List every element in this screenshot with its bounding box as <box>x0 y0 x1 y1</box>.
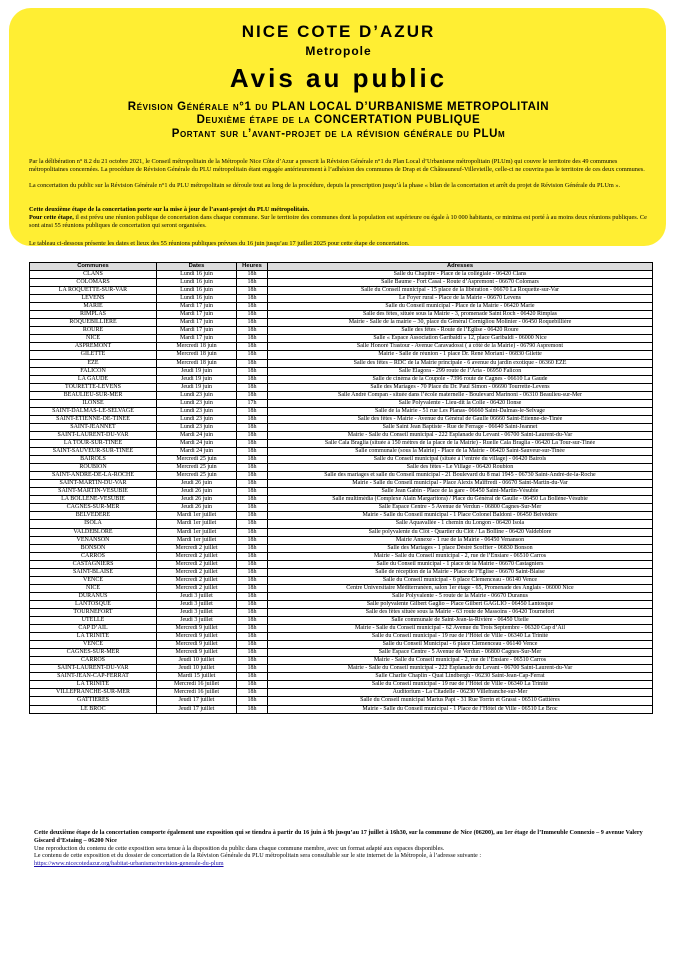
cell-date: Lundi 23 juin <box>157 407 237 415</box>
cell-adresse: Auditorium - La Citadelle - 06230 Villefranche-sur-Mer <box>268 689 653 697</box>
cell-heure: 18h <box>237 673 268 681</box>
cell-adresse: Salle Saint Jean Baptiste - Rue de Ferrage - 06640 Saint-Jeannet <box>268 423 653 431</box>
cell-date: Jeudi 26 juin <box>157 504 237 512</box>
cell-commune: BEAULIEU-SUR-MER <box>30 391 157 399</box>
cell-commune: COLOMARS <box>30 279 157 287</box>
cell-commune: LA ROQUETTE-SUR-VAR <box>30 287 157 295</box>
cell-adresse: Mairie - Salle du Conseil municipal - 62 Avenue du Trois Septembre - 06320 Cap d’Ail <box>268 625 653 633</box>
table-row <box>30 600 653 608</box>
cell-adresse: Salle du Conseil municipal - 15 place de la libération - 06670 La Roquette-sur-Var <box>268 287 653 295</box>
cell-commune: ROQUEBILLIERE <box>30 319 157 327</box>
cell-commune: UTELLE <box>30 617 157 625</box>
table-row <box>30 633 653 641</box>
cell-heure: 18h <box>237 552 268 560</box>
cell-commune: SAINT-LAURENT-DU-VAR <box>30 431 157 439</box>
cell-adresse: Mairie - Salle du Conseil municipal - 1 Place Colonel Baldoni - 06450 Belvédère <box>268 512 653 520</box>
cell-date: Lundi 23 juin <box>157 415 237 423</box>
cell-adresse: Salle du Conseil municipal - 6 place Clemenceau - 06140 Vence <box>268 576 653 584</box>
cell-adresse: Salle du Conseil municipal - 19 rue de l’Hôtel de Ville - 06340 La Trinité <box>268 681 653 689</box>
cell-date: Mardi 15 juillet <box>157 673 237 681</box>
cell-date: Mercredi 25 juin <box>157 464 237 472</box>
cell-commune: SAINT-SAUVEUR-SUR-TINEE <box>30 448 157 456</box>
table-row <box>30 448 653 456</box>
cell-commune: LE BROC <box>30 705 157 713</box>
cell-heure: 18h <box>237 649 268 657</box>
cell-adresse: Salle des fêtes, située sous la Mairie - 3, promenade Saint Roch - 06420 Rimplas <box>268 311 653 319</box>
cell-date: Jeudi 17 juillet <box>157 697 237 705</box>
cell-commune: CLANS <box>30 271 157 279</box>
table-row <box>30 673 653 681</box>
cell-heure: 18h <box>237 480 268 488</box>
cell-heure: 18h <box>237 560 268 568</box>
cell-adresse: Salle des fêtes située sous la Mairie - 63 route de Massoins - 06420 Tournefort <box>268 608 653 616</box>
table-row <box>30 472 653 480</box>
cell-heure: 18h <box>237 359 268 367</box>
cell-adresse: Mairie - Salle du Conseil municipal - 1 Place de l’Hôtel de Ville - 06510 Le Broc <box>268 705 653 713</box>
cell-commune: VALDEBLORE <box>30 528 157 536</box>
table-row <box>30 528 653 536</box>
cell-heure: 18h <box>237 681 268 689</box>
cell-heure: 18h <box>237 375 268 383</box>
cell-commune: TOURETTE-LEVENS <box>30 383 157 391</box>
cell-date: Jeudi 10 juillet <box>157 657 237 665</box>
revision-line-1: Révision Générale n°1 du PLAN LOCAL D’URBANISME METROPOLITAIN <box>127 101 550 113</box>
cell-heure: 18h <box>237 287 268 295</box>
cell-commune: LA TOUR-SUR-TINEE <box>30 439 157 447</box>
table-row <box>30 665 653 673</box>
cell-adresse: Mairie - Salle du Conseil municipal - 222 Esplanade du Levant - 06700 Saint-Laurent-du-Var <box>268 431 653 439</box>
cell-heure: 18h <box>237 689 268 697</box>
cell-heure: 18h <box>237 351 268 359</box>
cell-commune: DURANUS <box>30 592 157 600</box>
table-row <box>30 568 653 576</box>
cell-heure: 17h <box>237 399 268 407</box>
cell-date: Lundi 16 juin <box>157 287 237 295</box>
cell-heure: 18h <box>237 415 268 423</box>
cell-commune: LA TRINITE <box>30 633 157 641</box>
table-header-row <box>30 263 653 271</box>
table-row <box>30 681 653 689</box>
cell-date: Mercredi 9 juillet <box>157 633 237 641</box>
table-row <box>30 327 653 335</box>
cell-date: Mercredi 2 juillet <box>157 568 237 576</box>
cell-date: Mardi 24 juin <box>157 431 237 439</box>
cell-date: Jeudi 3 juillet <box>157 600 237 608</box>
cell-commune: SAINT-ANDRE-DE-LA-ROCHE <box>30 472 157 480</box>
cell-commune: LEVENS <box>30 295 157 303</box>
cell-date: Jeudi 26 juin <box>157 488 237 496</box>
table-row <box>30 576 653 584</box>
cell-adresse: Salle de réception de la Mairie - Place de l’Eglise - 06670 Saint-Blaise <box>268 568 653 576</box>
cell-adresse: Salle « Espace Association Garibaldi » 12, place Garibaldi - 06000 Nice <box>268 335 653 343</box>
cell-commune: SAINT-MARTIN-VESUBIE <box>30 488 157 496</box>
cell-heure: 18h <box>237 617 268 625</box>
table-row <box>30 625 653 633</box>
cell-heure: 18h <box>237 383 268 391</box>
table-row <box>30 608 653 616</box>
table-row <box>30 592 653 600</box>
cell-adresse: Salle Polyvalente - Lieu-dit la Colle - 06420 Ilonse <box>268 399 653 407</box>
cell-date: Mardi 1er juillet <box>157 536 237 544</box>
cell-date: Mercredi 9 juillet <box>157 641 237 649</box>
table-row <box>30 705 653 713</box>
cell-date: Lundi 16 juin <box>157 295 237 303</box>
table-row <box>30 279 653 287</box>
cell-commune: FALICON <box>30 367 157 375</box>
table-row <box>30 536 653 544</box>
table-row <box>30 544 653 552</box>
cell-date: Jeudi 26 juin <box>157 496 237 504</box>
cell-adresse: Mairie - Salle de la mairie – 30, place du Général Cornigliou Molinier - 06450 Roquebillière <box>268 319 653 327</box>
cell-date: Mercredi 25 juin <box>157 456 237 464</box>
cell-adresse: Mairie - Salle du Conseil municipal - 2, rue de l’Ensiare - 06510 Carros <box>268 552 653 560</box>
cell-commune: ROUBION <box>30 464 157 472</box>
cell-heure: 18h <box>237 279 268 287</box>
cell-heure: 18h <box>237 319 268 327</box>
notice-title: Avis au public <box>229 63 448 93</box>
table-row <box>30 359 653 367</box>
cell-commune: ILONSE <box>30 399 157 407</box>
cell-commune: SAINT-MARTIN-DU-VAR <box>30 480 157 488</box>
cell-date: Jeudi 3 juillet <box>157 592 237 600</box>
plum-website-link[interactable]: https://www.nicecotedazur.org/habitat-urbanisme/revision-generale-du-plum <box>34 860 224 868</box>
cell-heure: 18h <box>237 431 268 439</box>
cell-heure: 18h <box>237 528 268 536</box>
header-adresses: Adresses <box>268 263 653 271</box>
cell-adresse: Mairie - Salle du Conseil municipal - Place Alexis Maïffredi - 06670 Saint-Martin-du-Var <box>268 480 653 488</box>
cell-commune: SAINT-BLAISE <box>30 568 157 576</box>
cell-date: Mercredi 2 juillet <box>157 552 237 560</box>
cell-heure: 18h <box>237 303 268 311</box>
cell-commune: LANTOSQUE <box>30 600 157 608</box>
cell-date: Jeudi 3 juillet <box>157 617 237 625</box>
intro-paragraph-4: Pour cette étape, il est prévu une réunion publique de concertation dans chaque commune. Sur le territoire des communes dont la population est supérieure ou égale à 10 000 habitants, ce minima est porté à au moins deux réunions publiques. Ce sont ainsi 55 réunions publiques de concertation qui seront organisées. <box>29 214 647 229</box>
cell-heure: 18h <box>237 343 268 351</box>
header-heures: Heures <box>237 263 268 271</box>
cell-date: Jeudi 19 juin <box>157 367 237 375</box>
cell-heure: 18h <box>237 657 268 665</box>
table-row <box>30 423 653 431</box>
cell-date: Jeudi 3 juillet <box>157 608 237 616</box>
cell-commune: VILLEFRANCHE-SUR-MER <box>30 689 157 697</box>
cell-adresse: Salle multimédia (Complexe Alain Margaritora) / Place du Général de Gaulle - 06450 La Bollène-Vésubie <box>268 496 653 504</box>
cell-date: Mardi 24 juin <box>157 439 237 447</box>
table-row <box>30 439 653 447</box>
footer-block <box>34 829 646 868</box>
cell-commune: VENCE <box>30 576 157 584</box>
cell-heure: 18h <box>237 311 268 319</box>
cell-date: Mercredi 2 juillet <box>157 560 237 568</box>
table-row <box>30 520 653 528</box>
cell-heure: 18h <box>237 633 268 641</box>
cell-commune: EZE <box>30 359 157 367</box>
cell-date: Mercredi 18 juin <box>157 343 237 351</box>
cell-adresse: Salle des Mariages - 1 place Désiré Scoffier - 06830 Bonson <box>268 544 653 552</box>
cell-commune: NICE <box>30 335 157 343</box>
cell-date: Mercredi 25 juin <box>157 472 237 480</box>
cell-date: Mardi 17 juin <box>157 319 237 327</box>
meetings-table <box>29 262 653 714</box>
intro-paragraph-4-lead: Pour cette étape, <box>29 214 74 221</box>
cell-date: Jeudi 19 juin <box>157 375 237 383</box>
cell-commune: VENCE <box>30 641 157 649</box>
cell-heure: 18h <box>237 456 268 464</box>
cell-adresse: Salle Jean Gabin - Place de la gare - 06450 Saint-Martin-Vésubie <box>268 488 653 496</box>
cell-adresse: Salle du Conseil municipal Marius Papi - 31 Rue Torrin et Grassi - 06510 Gattières <box>268 697 653 705</box>
cell-heure: 18h <box>237 488 268 496</box>
cell-commune: SAINT-DALMAS-LE-SELVAGE <box>30 407 157 415</box>
intro-paragraph-1: Par la délibération n° 8.2 du 21 octobre 2021, le Conseil métropolitain de la Métropole Nice Côte d’Azur a prescrit la Révision Générale n°1 du Plan Local d’Urbanisme métropolitain (PLUm) qui couvre le territoire des 49 communes métropolitaines concernées. La procédure de Révision Générale du PLU métropolitain étant engagée antérieurement à l’adhésion des communes de Drap et de Châteauneuf-Villevieille, celle-ci ne couvrira pas le territoire de ces deux communes. <box>29 158 645 173</box>
table-row <box>30 287 653 295</box>
cell-heure: 18h <box>237 335 268 343</box>
table-row <box>30 657 653 665</box>
cell-adresse: Salle polyvalente Gilbert Gaglio – Place Gilbert GAGLIO - 06450 Lantosque <box>268 600 653 608</box>
cell-adresse: Salle de cinéma de la Coupole - 7396 route de Cagnes - 06610 La Gaude <box>268 375 653 383</box>
cell-commune: GILETTE <box>30 351 157 359</box>
cell-date: Lundi 16 juin <box>157 271 237 279</box>
cell-heure: 18h <box>237 407 268 415</box>
table-row <box>30 689 653 697</box>
table-row <box>30 391 653 399</box>
cell-commune: CASTAGNIERS <box>30 560 157 568</box>
cell-adresse: Salle des Mariages - 70 Place du Dr. Paul Simon - 06690 Tourrette-Levens <box>268 383 653 391</box>
table-row <box>30 319 653 327</box>
cell-date: Lundi 23 juin <box>157 399 237 407</box>
cell-heure: 18h <box>237 697 268 705</box>
cell-heure: 18h <box>237 327 268 335</box>
cell-date: Mardi 17 juin <box>157 327 237 335</box>
cell-heure: 18h <box>237 423 268 431</box>
cell-heure: 18h <box>237 520 268 528</box>
cell-heure: 18h <box>237 608 268 616</box>
cell-heure: 18h <box>237 576 268 584</box>
cell-adresse: Salle Elagora - 299 route de l’Aria - 06950 Falicon <box>268 367 653 375</box>
table-row <box>30 697 653 705</box>
cell-adresse: Salle Polyvalente - 5 route de la Mairie - 06670 Duranus <box>268 592 653 600</box>
organization-title: NICE COTE D’AZUR <box>241 22 436 41</box>
table-row <box>30 512 653 520</box>
revision-line-2: Deuxième étape de la CONCERTATION PUBLIQUE <box>196 114 481 126</box>
table-body <box>30 271 653 714</box>
table-row <box>30 383 653 391</box>
cell-date: Lundi 23 juin <box>157 391 237 399</box>
cell-commune: NICE <box>30 584 157 592</box>
cell-date: Mardi 24 juin <box>157 448 237 456</box>
table-row <box>30 311 653 319</box>
cell-commune: CAGNES-SUR-MER <box>30 504 157 512</box>
cell-date: Mercredi 9 juillet <box>157 649 237 657</box>
cell-commune: CAP D’AIL <box>30 625 157 633</box>
cell-heure: 18h <box>237 496 268 504</box>
cell-heure: 18h <box>237 271 268 279</box>
cell-date: Mercredi 2 juillet <box>157 544 237 552</box>
table-row <box>30 617 653 625</box>
cell-adresse: Salle Aquavallée - 1 chemin du Longon - 06420 Isola <box>268 520 653 528</box>
intro-paragraph-2: La concertation du public sur la Révision Générale n°1 du PLU métropolitain se déroule tout au long de la procédure, depuis la prescription jusqu’à la phase « bilan de la concertation et arrêt du projet de Révision Générale du PLUm ». <box>29 182 621 189</box>
cell-commune: SAINT-JEANNET <box>30 423 157 431</box>
table-row <box>30 367 653 375</box>
footer-paragraph-1: Cette deuxième étape de la concertation comporte également une exposition qui se tiendra à partir du 16 juin à 9h jusqu’au 17 juillet à 16h30, sur la commune de Nice (06200), au 1er étage de l’Immeuble Connexio – 9 avenue Valery Giscard d’Estaing – 06200 Nice <box>34 829 643 844</box>
table-row <box>30 303 653 311</box>
cell-adresse: Salle communale de Saint-Jean-la-Rivière - 06450 Utelle <box>268 617 653 625</box>
cell-adresse: Salle Espace Centre - 5 Avenue de Verdun - 06800 Cagnes-Sur-Mer <box>268 649 653 657</box>
table-row <box>30 641 653 649</box>
cell-adresse: Mairie - Salle du Conseil municipal - 222 Esplanade du Levant - 06700 Saint-Laurent-du-Var <box>268 665 653 673</box>
cell-heure: 18h <box>237 536 268 544</box>
table-row <box>30 488 653 496</box>
cell-date: Mardi 17 juin <box>157 311 237 319</box>
cell-commune: CARROS <box>30 552 157 560</box>
cell-date: Jeudi 19 juin <box>157 383 237 391</box>
cell-adresse: Salle des fêtes – RDC de la Mairie principale - 6 avenue du jardin exotique - 06360 EZE <box>268 359 653 367</box>
cell-date: Mardi 17 juin <box>157 335 237 343</box>
cell-adresse: Salle Baume - Fort Casal - Route d’Aspremont - 06670 Colomars <box>268 279 653 287</box>
cell-heure: 18h <box>237 625 268 633</box>
cell-heure: 18h <box>237 544 268 552</box>
cell-commune: ROURE <box>30 327 157 335</box>
cell-commune: SAINT-ETIENNE-DE-TINEE <box>30 415 157 423</box>
cell-date: Mercredi 2 juillet <box>157 584 237 592</box>
cell-date: Jeudi 10 juillet <box>157 665 237 673</box>
cell-commune: TOURNEFORT <box>30 608 157 616</box>
cell-heure: 18h <box>237 512 268 520</box>
cell-date: Mercredi 2 juillet <box>157 576 237 584</box>
table-row <box>30 407 653 415</box>
cell-date: Lundi 16 juin <box>157 279 237 287</box>
cell-heure: 18h <box>237 584 268 592</box>
cell-commune: ISOLA <box>30 520 157 528</box>
cell-adresse: Le Foyer rural - Place de la Mairie - 06670 Levens <box>268 295 653 303</box>
table-row <box>30 649 653 657</box>
cell-adresse: Centre Universitaire Méditerranéen, salon 1er étage - 65, Promenade des Anglais - 06000 Nice <box>268 584 653 592</box>
cell-adresse: Mairie Annexe - 1 rue de la Mairie - 06450 Venanson <box>268 536 653 544</box>
cell-adresse: Salle des fêtes - Le Village - 06420 Roubion <box>268 464 653 472</box>
table-row <box>30 496 653 504</box>
cell-commune: MARIE <box>30 303 157 311</box>
cell-commune: LA TRINITE <box>30 681 157 689</box>
cell-heure: 18h <box>237 448 268 456</box>
cell-adresse: Salle du Conseil municipal - 1 place de la Mairie - 06670 Castagniers <box>268 560 653 568</box>
cell-date: Mardi 1er juillet <box>157 528 237 536</box>
cell-adresse: Salle du Conseil municipal - Place de la Mairie - 06420 Marie <box>268 303 653 311</box>
cell-commune: RIMPLAS <box>30 311 157 319</box>
cell-date: Lundi 23 juin <box>157 423 237 431</box>
cell-heure: 18h <box>237 568 268 576</box>
table-row <box>30 584 653 592</box>
cell-adresse: Salle du Conseil municipal (située à l’entrée du village) - 06420 Bairols <box>268 456 653 464</box>
cell-heure: 18h <box>237 504 268 512</box>
table-row <box>30 464 653 472</box>
cell-date: Mercredi 9 juillet <box>157 625 237 633</box>
cell-date: Mercredi 18 juin <box>157 351 237 359</box>
cell-adresse: Salle André Compan - située dans l’école maternelle - Boulevard Marinoni - 06310 Beaulieu-sur-Mer <box>268 391 653 399</box>
cell-heure: 18h <box>237 295 268 303</box>
cell-adresse: Salle Charlie Chaplin - Quai Lindbergh - 06230 Saint-Jean-Cap-Ferrat <box>268 673 653 681</box>
cell-adresse: Salle communale (sous la Mairie) - Place de la Mairie - 06420 Saint-Sauveur-sur-Tinée <box>268 448 653 456</box>
cell-commune: LA GAUDE <box>30 375 157 383</box>
header-communes: Communes <box>30 263 157 271</box>
intro-paragraph-5: Le tableau ci-dessous présente les dates et lieux des 55 réunions publiques prévues du 16 juin jusqu’au 17 juillet 2025 pour cette étape de concertation. <box>29 240 410 247</box>
cell-commune: BAIROLS <box>30 456 157 464</box>
cell-commune: CAGNES-SUR-MER <box>30 649 157 657</box>
table-row <box>30 431 653 439</box>
cell-commune: BONSON <box>30 544 157 552</box>
cell-adresse: Salle du Conseil municipal - 19 rue de l’Hôtel de Ville - 06340 La Trinité <box>268 633 653 641</box>
cell-heure: 18h <box>237 439 268 447</box>
table-row <box>30 343 653 351</box>
cell-adresse: Salle polyvalente du Clôt - Quartier du Clôt / La Bolline - 06420 Valdeblore <box>268 528 653 536</box>
cell-adresse: Salle Cala Braglia (située à 150 mètres de la place de la Mairie) - Ruelle Cala Braglia - 06420 La Tour-sur-Tinée <box>268 439 653 447</box>
table-row <box>30 375 653 383</box>
table-row <box>30 504 653 512</box>
table-row <box>30 351 653 359</box>
organization-subtitle: Metropole <box>305 44 372 58</box>
cell-date: Jeudi 17 juillet <box>157 705 237 713</box>
cell-commune: CARROS <box>30 657 157 665</box>
cell-heure: 18h <box>237 592 268 600</box>
cell-commune: VENANSON <box>30 536 157 544</box>
cell-date: Mercredi 16 juillet <box>157 681 237 689</box>
revision-line-3: Portant sur l’avant-projet de la révision générale du PLUm <box>171 128 506 140</box>
cell-heure: 18h <box>237 600 268 608</box>
table-row <box>30 335 653 343</box>
cell-commune: BELVEDERE <box>30 512 157 520</box>
table-row <box>30 271 653 279</box>
cell-commune: SAINT-LAURENT-DU-VAR <box>30 665 157 673</box>
cell-adresse: Salle du Chapitre - Place de la collégiale - 06420 Clans <box>268 271 653 279</box>
cell-date: Mardi 1er juillet <box>157 512 237 520</box>
cell-date: Jeudi 26 juin <box>157 480 237 488</box>
table-row <box>30 560 653 568</box>
intro-paragraph-3: Cette deuxième étape de la concertation porte sur la mise à jour de l’avant-projet du PLU métropolitain. <box>29 206 310 213</box>
table-row <box>30 552 653 560</box>
cell-date: Mardi 1er juillet <box>157 520 237 528</box>
table-row <box>30 399 653 407</box>
cell-date: Mercredi 16 juillet <box>157 689 237 697</box>
cell-commune: GATTIERES <box>30 697 157 705</box>
cell-heure: 18h <box>237 641 268 649</box>
cell-commune: ASPREMONT <box>30 343 157 351</box>
cell-adresse: Salle des fêtes - Route de l’Eglise - 06420 Roure <box>268 327 653 335</box>
footer-paragraph-2: Une reproduction du contenu de cette exposition sera tenue à la disposition du public dans chaque commune membre, avec un format adapté aux espaces disponibles. <box>34 844 445 852</box>
cell-heure: 18h <box>237 472 268 480</box>
cell-adresse: Salle de la Mairie - 51 rue Les Planas- 06660 Saint-Dalmas-le-Selvage <box>268 407 653 415</box>
cell-heure: 18h <box>237 391 268 399</box>
cell-adresse: Salle des mariages et salle du Conseil municipal - 21 Boulevard du 8 mai 1945 - 06730 Saint-André-de-la-Roche <box>268 472 653 480</box>
cell-heure: 18h <box>237 367 268 375</box>
cell-adresse: Salle Honoré Trastour - Avenue Caravadossi ( à côté de la Mairie) - 06790 Aspremont <box>268 343 653 351</box>
header-dates: Dates <box>157 263 237 271</box>
cell-heure: 18h <box>237 464 268 472</box>
table-row <box>30 480 653 488</box>
table-row <box>30 456 653 464</box>
cell-adresse: Salle du Conseil Municipal - 6 place Clemenceau - 06140 Vence <box>268 641 653 649</box>
cell-date: Mercredi 18 juin <box>157 359 237 367</box>
table-row <box>30 415 653 423</box>
cell-adresse: Mairie - Salle de réunion - 1 place Dr. René Moriani - 06830 Gilette <box>268 351 653 359</box>
cell-date: Mardi 17 juin <box>157 303 237 311</box>
cell-adresse: Salle Espace Centre - 5 Avenue de Verdun - 06800 Cagnes-Sur-Mer <box>268 504 653 512</box>
cell-adresse: Mairie - Salle du Conseil municipal - 2, rue de l’Ensiare - 06510 Carros <box>268 657 653 665</box>
cell-commune: SAINT-JEAN-CAP-FERRAT <box>30 673 157 681</box>
table-row <box>30 295 653 303</box>
cell-commune: LA BOLLENE-VESUBIE <box>30 496 157 504</box>
cell-heure: 18h <box>237 665 268 673</box>
footer-paragraph-3: Le contenu de cette exposition et du dossier de concertation de la Révision Générale du PLU métropolitain sera consultable sur le site internet de la Métropole, à l’adresse suivante : <box>34 852 482 860</box>
cell-adresse: Salle des fêtes - Mairie - Avenue du Général de Gaulle 06660 Saint-Etienne-de-Tinée <box>268 415 653 423</box>
cell-heure: 18h <box>237 705 268 713</box>
